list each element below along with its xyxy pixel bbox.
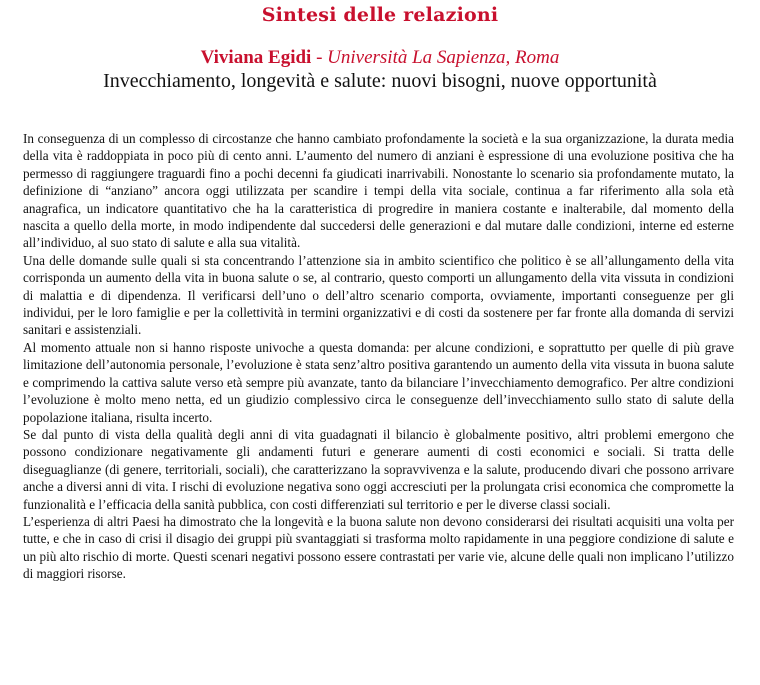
paragraph: In conseguenza di un complesso di circostanze che hanno cambiato profondamente la società e la sua organizzazione, la durata media della vita è raddoppiata in poco più di cento anni. L’aumento del numero di anziani è espressione di una evoluzione positiva che ha permesso di raggiungere traguardi fino a pochi decenni fa giudicati inarrivabili. Nonostante lo scenario sia profondamente mutato, la definizione di “anziano” ancora oggi utilizzata per scandire i tempi della vita sociale, continua a far riferimento alla sola età anagrafica, un indicatore quantitativo che ha la caratteristica di progredire in maniera costante e inalterabile, dal momento della nascita a quello della morte, in modo indipendente dal succedersi delle generazioni e dal mutare dalle condizioni, interne ed esterne all’individuo, al suo stato di salute e alla sua vitalità. (23, 131, 734, 251)
author-affiliation: Università La Sapienza, Roma (327, 47, 560, 68)
section-title: Sintesi delle relazioni (261, 4, 499, 26)
paragraph: Al momento attuale non si hanno risposte univoche a questa domanda: per alcune condizioni, e soprattutto per quelle di più grave limitazione dell’autonomia personale, l’evoluzione è stata senz’altro positiva garantendo un aumento della vita vissuta in buona salute e comprimendo la cattiva salute verso età sempre più avanzate, tanto da bilanciare l’invecchiamento demografico. Per altre condizioni l’evoluzione è molto meno netta, ed un giudizio complessivo circa le conseguenze dell’invecchiamento sullo stato di salute della popolazione italiana, risulta incerto. (23, 339, 734, 425)
author-name: Viviana Egidi (200, 47, 312, 68)
author-line (0, 47, 760, 69)
talk-title: Invecchiamento, longevità e salute: nuovi bisogni, nuove opportunità (103, 70, 657, 92)
author-separator: - (311, 47, 328, 68)
abstract-body (23, 130, 734, 583)
paragraph: L’esperienza di altri Paesi ha dimostrato che la longevità e la buona salute non devono considerarsi dei risultati acquisiti una volta per tutte, e che in caso di crisi il disagio dei gruppi più svantaggiati si trasforma molto rapidamente in una peggiore condizione di salute e un più alto rischio di morte. Questi scenari negativi possono essere contrastati per varie vie, alcune delle quali non implicano l’utilizzo di maggiori risorse. (23, 513, 734, 582)
paragraph: Se dal punto di vista della qualità degli anni di vita guadagnati il bilancio è globalmente positivo, altri problemi emergono che possono condizionare negativamente gli andamenti futuri e generare aumenti di costi economici e sociali. Si tratta delle diseguaglianze (di genere, territoriali, sociali), che caratterizzano la sopravvivenza e la salute, producendo divari che possono arrivare anche a diversi anni di vita. I rischi di evoluzione negativa sono oggi accresciuti per la prolungata crisi economica che compromette la funzionalità e l’efficacia della sanità pubblica, con costi differenziati sul territorio e per le diverse classi sociali. (23, 426, 734, 512)
paragraph: Una delle domande sulle quali si sta concentrando l’attenzione sia in ambito scientifico che politico è se all’allungamento della vita corrisponda un aumento della vita in buona salute o se, al contrario, questo comporti un allungamento della vita vissuta in condizioni di malattia e di dipendenza. Il verificarsi dell’uno o dell’altro scenario comporta, ovviamente, importanti conseguenze per gli individui, per le loro famiglie e per la collettività in termini organizzativi e di costi da sostenere per far fronte alla domanda di servizi sanitari e assistenziali. (23, 252, 734, 338)
